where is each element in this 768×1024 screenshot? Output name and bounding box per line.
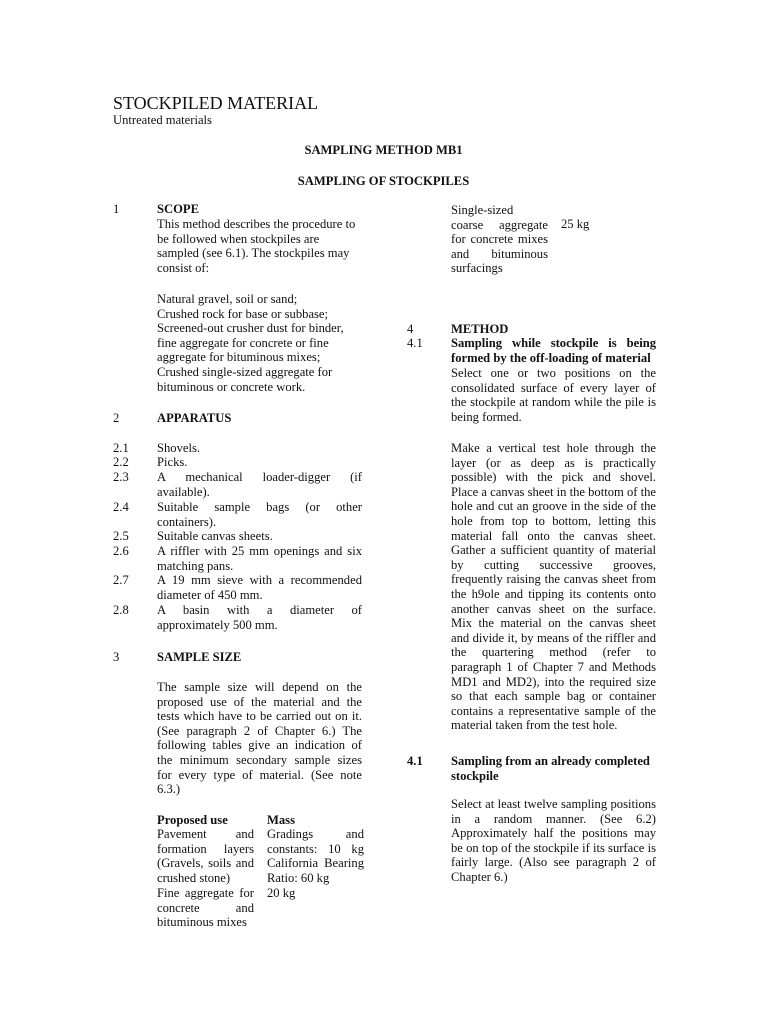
document-title: STOCKPILED MATERIAL: [113, 93, 319, 113]
apparatus-item-number: 2.8: [113, 603, 129, 617]
method-heading: SAMPLING METHOD MB1: [304, 143, 463, 157]
apparatus-item-number: 2.3: [113, 470, 129, 484]
scope-list-item: Natural gravel, soil or sand;: [157, 292, 298, 306]
apparatus-item-number: 2.4: [113, 500, 129, 514]
apparatus-section-number: 2: [113, 411, 120, 425]
table-cell-use: Single-sized coarse aggregate for concrete mixes and bituminous surfacings: [451, 203, 548, 276]
method-sub1-number: 4.1: [407, 336, 423, 350]
method-sub1-paragraph: Select one or two positions on the consolidated surface of every layer of the stockpile at random while the pile is being formed.: [451, 366, 656, 424]
method-sub1-paragraph: Make a vertical test hole through the layer (or as deep as is practically possible) with the pick and shovel. Place a canvas sheet in the bottom of the hole and cut an groove in the side of the hole from top to bottom, letting this material fall onto the canvas sheet. Gather a sufficient quantity of material by cutting successive grooves, frequently raising the canvas sheet from the h9ole and tipping its contents onto another canvas sheet on the surface. Mix the material on the canvas sheet and divide it, by means of the riffler and the quartering method (refer to paragraph 1 of Chapter 7 and Methods MD1 and MD2), into the required size so that each sample bag or container contains a representative sample of the material taken from the test hole.: [451, 441, 656, 733]
scope-list-item: Crushed rock for base or subbase;: [157, 306, 329, 321]
table-cell-mass: 20 kg: [267, 886, 296, 900]
method-sub2-paragraph: Select at least twelve sampling positions in a random manner. (See 6.2) Approximately half the positions may be on top of the stockpile if its surface is fairly large. (Also see paragraph 2 of Chapter 6.): [451, 797, 656, 884]
sample-size-body: The sample size will depend on the proposed use of the material and the tests which have to be carried out on it. (See paragraph 2 of Chapter 6.) The following tables give an indication of the minimum secondary sample sizes for every type of material. (See note 6.3.): [157, 680, 362, 797]
apparatus-item-text: Suitable sample bags (or other containers).: [157, 500, 362, 529]
apparatus-item-text: A mechanical loader-digger (if available).: [157, 470, 362, 499]
scope-list-item: Screened-out crusher dust for binder, fine aggregate for concrete or fine aggregate for bituminous mixes;: [157, 321, 344, 365]
apparatus-item-number: 2.6: [113, 544, 129, 558]
apparatus-item-number: 2.5: [113, 529, 129, 543]
method-sub2-heading: Sampling from an already completed stockpile: [451, 754, 650, 783]
apparatus-item-text: Suitable canvas sheets.: [157, 529, 273, 543]
table-header-use: Proposed use: [157, 813, 228, 827]
table-cell-use: Pavement and formation layers (Gravels, soils and crushed stone): [157, 827, 254, 885]
apparatus-item-number: 2.1: [113, 441, 129, 455]
sample-size-heading: SAMPLE SIZE: [157, 650, 242, 664]
table-header-mass: Mass: [267, 813, 295, 827]
scope-list: [157, 292, 362, 394]
table-cell-mass: Gradings and constants: 10 kg California Bearing Ratio: 60 kg: [267, 827, 364, 885]
method-subheading: SAMPLING OF STOCKPILES: [297, 174, 470, 188]
scope-section-number: 1: [113, 202, 120, 216]
apparatus-item-text: A basin with a diameter of approximately 500 mm.: [157, 603, 362, 632]
method-section-number: 4: [407, 322, 414, 336]
apparatus-heading: APPARATUS: [157, 411, 232, 425]
table-cell-use: Fine aggregate for concrete and bituminous mixes: [157, 886, 254, 930]
scope-intro: This method describes the procedure to be followed when stockpiles are sampled (see 6.1). The stockpiles may consist of:: [157, 217, 356, 275]
document-subtitle: Untreated materials: [113, 113, 212, 127]
method-sub2-number: 4.1: [407, 754, 423, 768]
apparatus-item-text: A riffler with 25 mm openings and six matching pans.: [157, 544, 362, 573]
apparatus-item-number: 2.7: [113, 573, 129, 587]
apparatus-item-number: 2.2: [113, 455, 129, 469]
method-heading-text: METHOD: [451, 322, 509, 336]
scope-list-item: Crushed single-sized aggregate for bituminous or concrete work.: [157, 364, 333, 394]
apparatus-item-text: A 19 mm sieve with a recommended diameter of 450 mm.: [157, 573, 362, 602]
scope-heading: SCOPE: [157, 202, 199, 216]
sample-size-section-number: 3: [113, 650, 120, 664]
apparatus-item-text: Picks.: [157, 455, 188, 469]
apparatus-item-text: Shovels.: [157, 441, 201, 455]
table-cell-mass: 25 kg: [561, 217, 590, 231]
method-sub1-heading: Sampling while stockpile is being formed by the off-loading of material: [451, 336, 656, 365]
